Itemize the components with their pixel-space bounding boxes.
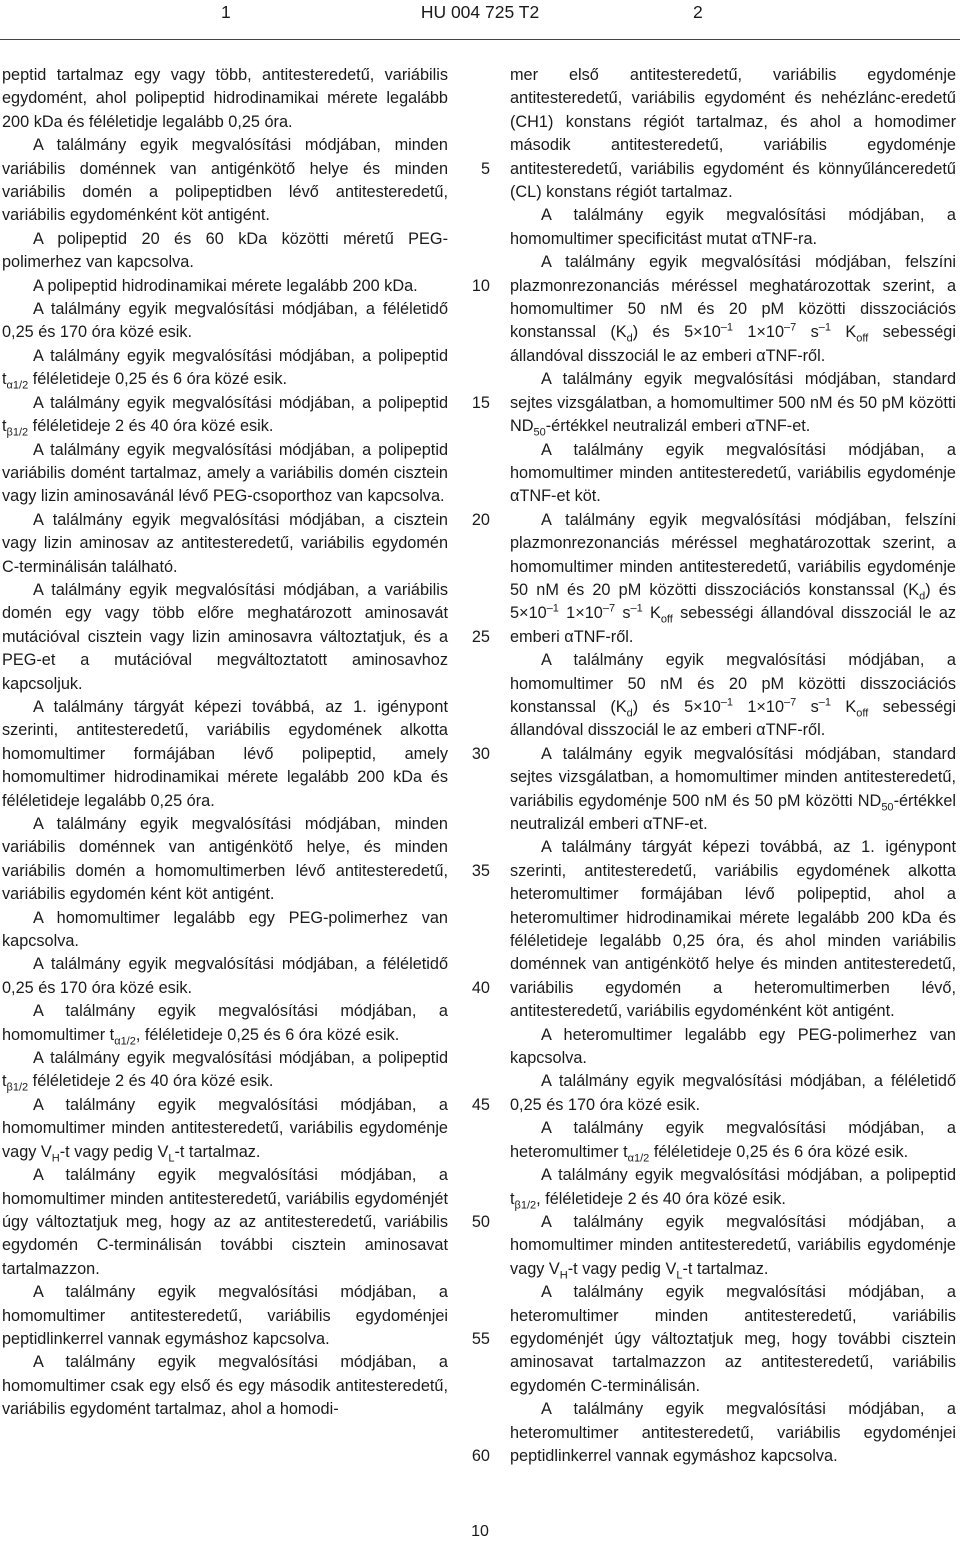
paragraph: A találmány egyik megvalósítási módjában, a féléletidő 0,25 és 170 óra közé esik. bbox=[510, 1072, 956, 1114]
paragraph: A találmány egyik megvalósítási módjában, a polipeptid $t_{\beta 1/2}$ féléletideje 2 és 40 óra közé esik. bbox=[2, 393, 448, 439]
line-number: 60 bbox=[471, 1446, 490, 1465]
paragraph: peptid tartalmaz egy vagy több, antitesteredetű, variábilis egydomént, ahol polipeptid hidrodinamikai mérete legalább 200 kDa és féléletidje legalább 0,25 óra. bbox=[2, 66, 448, 131]
paragraph: A polipeptid 20 és 60 kDa közötti méretű PEG-polimerhez van kapcsolva. bbox=[2, 229, 448, 272]
line-number: 55 bbox=[471, 1329, 490, 1348]
paragraph: A találmány egyik megvalósítási módjában, a heteromultimer $t_{\alpha 1/2}$ féléletideje 0,25 és 6 óra közé esik. bbox=[510, 1119, 956, 1164]
patent-number: HU 004 725 T2 bbox=[420, 2, 540, 22]
footer-page-number: 10 bbox=[471, 1523, 489, 1540]
right-column bbox=[510, 64, 956, 1468]
line-number: 25 bbox=[471, 627, 490, 646]
line-number: 50 bbox=[471, 1212, 490, 1231]
paragraph: A találmány egyik megvalósítási módjában, minden variábilis doménnek van antigénkötő helye, és minden variábilis domén a homomultimerben lévő antitesteredetű, variábilis egydomén ként köt antigént. bbox=[2, 815, 448, 904]
line-number: 35 bbox=[471, 861, 490, 880]
paragraph: A találmány tárgyát képezi továbbá, az 1. igénypont szerinti, antitesteredetű, variábilis egydomének alkotta heteromultimer formájában lévő polipeptid, ahol a heteromultimer hidrodinamikai mérete legalább 200 kDa és féléletideje legalább 0,25 óra, és ahol minden variábilis doménnek van antigénkötő helye és minden antitesteredetű, variábilis egydomén a heteromultimerben lévő, antitesteredetű, variábilis egydoménként köt antigént. bbox=[510, 838, 956, 1021]
paragraph: A találmány egyik megvalósítási módjában, a homomultimer minden antitesteredetű, variábilis egydoménje αTNF-et köt. bbox=[510, 440, 956, 506]
paragraph: A találmány egyik megvalósítási módjában, a homomultimer 50 nM és 20 pM közötti disszociációs konstanssal $(K_d)$ és $5\times 10^{-1}$ $1\times 10^{-7}$ $s^{-1}$ $K_{off}$ sebességi állandóval disszociál le az emberi αTNF-ről. bbox=[510, 651, 956, 740]
paragraph: A találmány egyik megvalósítási módjában, a heteromultimer minden antitesteredetű, variábilis egydoménjét úgy változtatjuk meg, hogy további cisztein aminosavat tartalmazzon az antitesteredetű, variábilis egydomén C-terminálisán. bbox=[510, 1283, 956, 1395]
header-rule bbox=[0, 39, 960, 40]
page-number-left: 1 bbox=[221, 2, 231, 22]
paragraph: A találmány egyik megvalósítási módjában, a variábilis domén egy vagy több előre meghatározott aminosavát mutációval cisztein vagy lizin aminosavra változtatjuk, és a PEG-et a mutációval megváltoztatott aminosavhoz kapcsoljuk. bbox=[2, 580, 448, 693]
paragraph: A találmány egyik megvalósítási módjában, a polipeptid variábilis domént tartalmaz, amely a variábilis domén cisztein vagy lizin aminosavánál lévő PEG-csoporthoz van kapcsolva. bbox=[2, 440, 448, 506]
paragraph: A találmány egyik megvalósítási módjában, a féléletidő 0,25 és 170 óra közé esik. bbox=[2, 955, 448, 997]
paragraph: A találmány egyik megvalósítási módjában, a homomultimer minden antitesteredetű, variábilis egydoménje vagy $V_H-t$ vagy pedig $V_L-t$ tartalmaz. bbox=[510, 1212, 956, 1281]
paragraph: A találmány egyik megvalósítási módjában, a polipeptid $t_{\beta 1/2}$ féléletideje 2 és 40 óra közé esik. bbox=[2, 1049, 448, 1094]
line-number: 40 bbox=[471, 978, 490, 997]
paragraph: A homomultimer legalább egy PEG-polimerhez van kapcsolva. bbox=[2, 908, 448, 951]
paragraph: A találmány egyik megvalósítási módjában, a heteromultimer antitesteredetű, variábilis egydoménjei peptidlinkerrel vannak egymáshoz kapcsolva. bbox=[510, 1400, 956, 1465]
paragraph: A találmány egyik megvalósítási módjában, a cisztein vagy lizin aminosav az antitesteredetű, variábilis egydomén C-terminálisán található. bbox=[2, 510, 448, 576]
paragraph: A találmány egyik megvalósítási módjában, a homomultimer minden antitesteredetű, variábilis egydoménje vagy $V_H-t$ vagy pedig $V_L-t$ tartalmaz. bbox=[2, 1095, 448, 1164]
left-column bbox=[2, 64, 448, 1422]
paragraph: A találmány egyik megvalósítási módjában, a homomultimer minden antitesteredetű, variábilis egydoménjét úgy változtatjuk meg, hogy az az antitesteredetű, variábilis egydomén C-terminálisán további cisztein aminosavat tartalmazzon. bbox=[2, 1166, 448, 1278]
paragraph: A találmány egyik megvalósítási módjában, a homomultimer specificitást mutat αTNF-ra. bbox=[510, 206, 956, 248]
paragraph: A találmány egyik megvalósítási módjában, minden variábilis doménnek van antigénkötő helye és minden variábilis domén a polipeptidben lévő antitesteredetű, variábilis egydoménként köt antigént. bbox=[2, 136, 448, 225]
paragraph: A találmány egyik megvalósítási módjában, a féléletidő 0,25 és 170 óra közé esik. bbox=[2, 300, 448, 342]
paragraph: A találmány egyik megvalósítási módjában, standard sejtes vizsgálatban, a homomultimer minden antitesteredetű, variábilis egydoménje 500 nM és 50 pM közötti $ND_{50}$-értékkel neutralizál emberi αTNF-et. bbox=[510, 744, 956, 833]
page-number-right: 2 bbox=[693, 2, 703, 22]
paragraph: A heteromultimer legalább egy PEG-polimerhez van kapcsolva. bbox=[510, 1025, 956, 1068]
paragraph: A találmány egyik megvalósítási módjában, a polipeptid $t_{\alpha 1/2}$ féléletideje 0,25 és 6 óra közé esik. bbox=[2, 346, 448, 392]
paragraph: A polipeptid hidrodinamikai mérete legalább 200 kDa. bbox=[33, 276, 418, 295]
line-number: 20 bbox=[471, 510, 490, 529]
paragraph: A találmány egyik megvalósítási módjában, a homomultimer csak egy első és egy második antitesteredetű, variábilis egydomént tartalmaz, ahol a homodi- bbox=[2, 1353, 448, 1419]
paragraph: A találmány tárgyát képezi továbbá, az 1. igénypont szerinti, antitesteredetű, variábilis egydomének alkotta homomultimer formájában lévő polipeptid, amely homomultimer hidrodinamikai mérete legalább 200 kDa és féléletideje legalább 0,25 óra. bbox=[2, 697, 448, 810]
paragraph: A találmány egyik megvalósítási módjában, felszíni plazmonrezonanciás méréssel meghatározottak szerint, a homomultimer minden antitesteredetű, variábilis egydoménje 50 nM és 20 pM közötti disszociációs konstanssal $(K_d)$ és $5\times 10^{-1}$ $1\times 10^{-7}$ $s^{-1}$ $K_{off}$ sebességi állandóval disszociál le az emberi αTNF-ről. bbox=[510, 510, 957, 646]
line-number: 45 bbox=[471, 1095, 490, 1114]
paragraph: A találmány egyik megvalósítási módjában, standard sejtes vizsgálatban, a homomultimer 500 nM és 50 pM közötti $ND_{50}$-értékkel neutralizál emberi αTNF-et. bbox=[510, 370, 956, 439]
line-number: 30 bbox=[471, 744, 490, 763]
paragraph: A találmány egyik megvalósítási módjában, a polipeptid $t_{\beta 1/2}$, féléletideje 2 és 40 óra közé esik. bbox=[510, 1166, 956, 1211]
line-number: 10 bbox=[471, 276, 490, 295]
paragraph: A találmány egyik megvalósítási módjában, a homomultimer antitesteredetű, variábilis egydoménjei peptidlinkerrel vannak egymáshoz kapcsolva. bbox=[2, 1283, 448, 1348]
paragraph: mer első antitesteredetű, variábilis egydoménje antitesteredetű, variábilis egydomént és nehézlánc-eredetű (CH1) konstans régiót tartalmaz, és ahol a homodimer második antitesteredetű, variábilis egydoménje antitesteredetű, variábilis egydomént és könnyűlánceredetű (CL) konstans régiót tartalmaz. bbox=[510, 66, 956, 202]
paragraph: A találmány egyik megvalósítási módjában, felszíni plazmonrezonanciás méréssel meghatározottak szerint, a homomultimer 50 nM és 20 pM közötti disszociációs konstanssal $(K_d)$ és $5\times 10^{-1}$ $1\times 10^{-7}$ $s^{-1}$ $K_{off}$ sebességi állandóval disszociál le az emberi αTNF-ről. bbox=[510, 253, 956, 365]
line-number: 15 bbox=[471, 393, 490, 412]
line-number: 5 bbox=[480, 159, 490, 178]
paragraph: A találmány egyik megvalósítási módjában, a homomultimer $t_{\alpha 1/2}$, féléletideje 0,25 és 6 óra közé esik. bbox=[2, 1002, 448, 1047]
